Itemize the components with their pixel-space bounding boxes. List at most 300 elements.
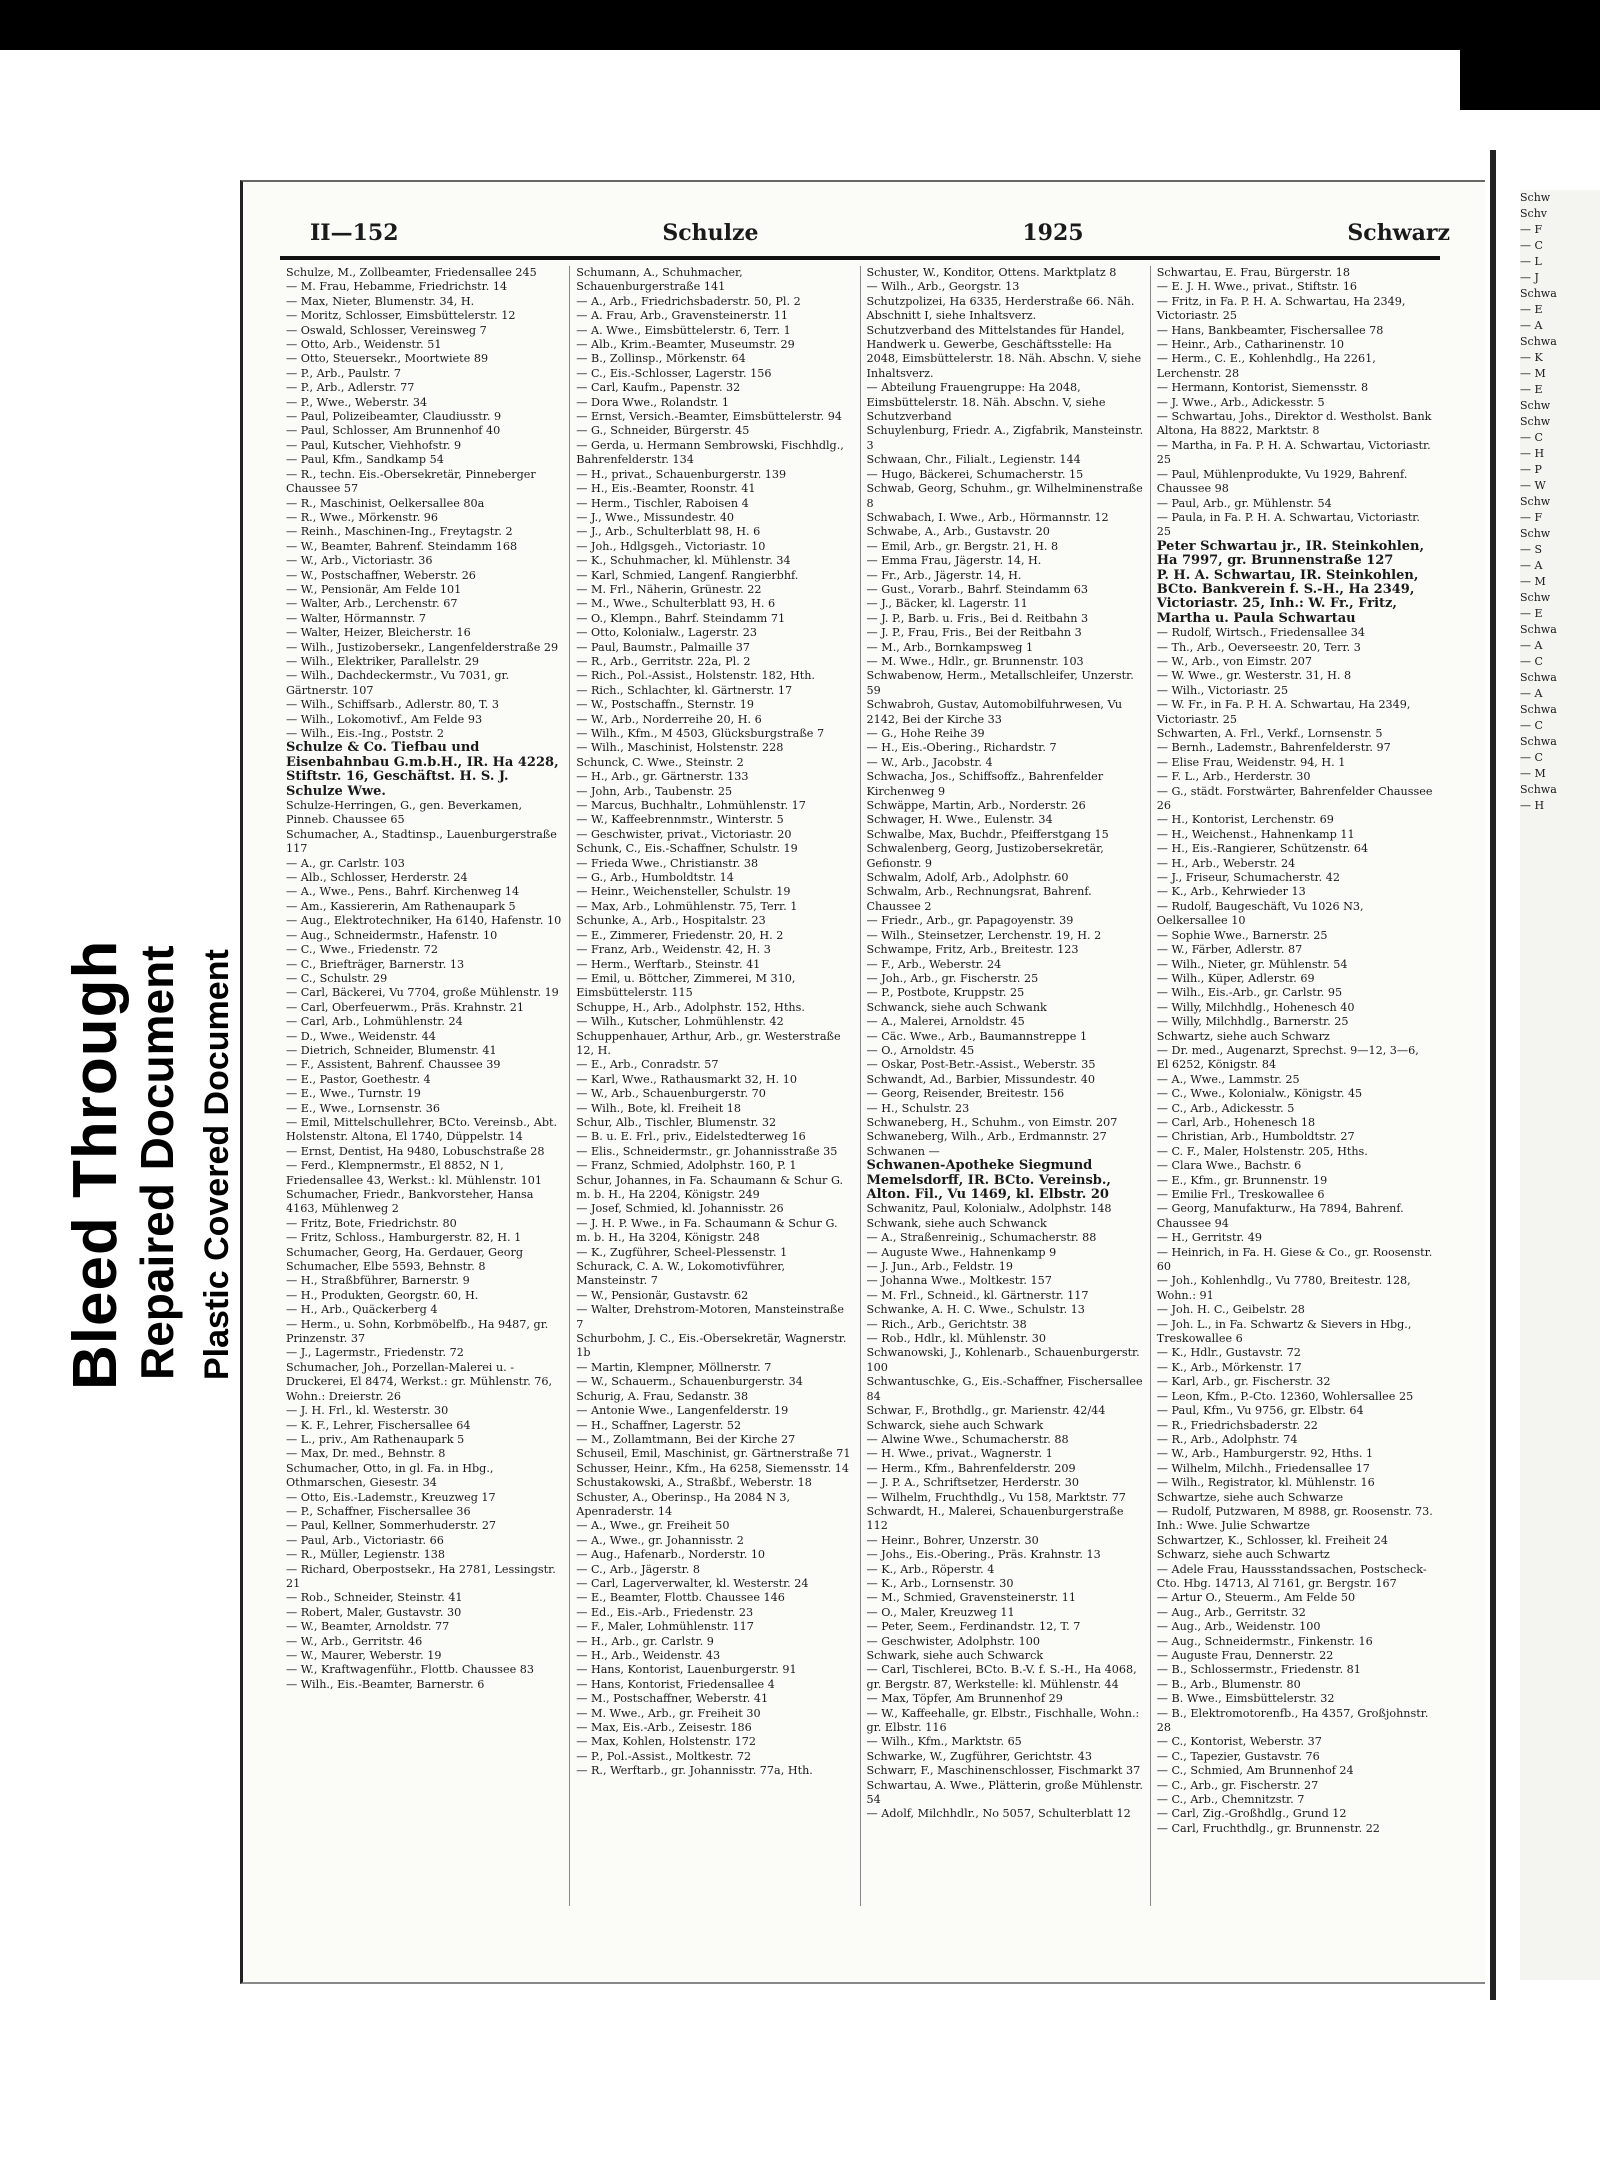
directory-entry: — Wilh., Lokomotivf., Am Felde 93 [286, 712, 483, 726]
directory-entry: — Christian, Arb., Humboldtstr. 27 [1156, 1130, 1355, 1144]
directory-entry: — Carl, Arb., Hohenesch 18 [1156, 1115, 1316, 1129]
directory-entry: — Willy, Milchhdlg., Barnerstr. 25 [1156, 1015, 1349, 1029]
directory-entry: — Wilh., Kfm., Marktstr. 65 [866, 1735, 1022, 1749]
next-page-fragment: Schw [1520, 591, 1551, 604]
directory-entry: Schwalenberg, Georg, Justizobersekretär, Gefionstr. 9 [866, 842, 1104, 870]
next-page-fragment: Schw [1520, 415, 1551, 428]
next-page-fragment: — K [1520, 351, 1543, 364]
directory-entry: — Th., Arb., Oeverseestr. 20, Terr. 3 [1156, 640, 1361, 654]
directory-entry: — Fr., Arb., Jägerstr. 14, H. [866, 568, 1022, 582]
directory-entry: Schuylenburg, Friedr. A., Zigfabrik, Mansteinstr. 3 [866, 424, 1144, 452]
next-page-fragment: Schwa [1520, 735, 1557, 748]
directory-entry: Schuppe, H., Arb., Adolphstr. 152, Hths. [576, 1000, 805, 1014]
directory-entry: Schurbohm, J. C., Eis.-Obersekretär, Wagnerstr. 1b [576, 1332, 847, 1360]
directory-entry: — Auguste Wwe., Hahnenkamp 9 [866, 1245, 1057, 1259]
directory-entry: — W., Postschaffn., Sternstr. 19 [576, 698, 754, 712]
directory-entry: Schuster, A., Oberinsp., Ha 2084 N 3, Apenraderstr. 14 [576, 1490, 791, 1518]
directory-entry: — Rich., Schlachter, kl. Gärtnerstr. 17 [576, 683, 793, 697]
directory-entry: — H., Schaffner, Lagerstr. 52 [576, 1418, 742, 1432]
directory-entry: — J., Arb., Schulterblatt 98, H. 6 [576, 525, 761, 539]
directory-entry: — C., Kontorist, Weberstr. 37 [1156, 1735, 1322, 1749]
directory-entry: — Georg, Reisender, Breitestr. 156 [866, 1087, 1065, 1101]
directory-entry: — Moritz, Schlosser, Eimsbüttelerstr. 12 [286, 309, 516, 323]
directory-entry: — M. Frl., Schneid., kl. Gärtnerstr. 117 [866, 1288, 1089, 1302]
directory-entry: — W., Färber, Adlerstr. 87 [1156, 943, 1303, 957]
next-page-sliver [1520, 190, 1600, 1980]
directory-entry: — M., Wwe., Schulterblatt 93, H. 6 [576, 597, 776, 611]
directory-entry: — Ed., Eis.-Arb., Friedenstr. 23 [576, 1605, 754, 1619]
directory-entry: — K., Arb., Mörkenstr. 17 [1156, 1360, 1302, 1374]
directory-entry: — Oskar, Post-Betr.-Assist., Weberstr. 35 [866, 1058, 1096, 1072]
directory-entry: — B. Wwe., Eimsbüttelerstr. 32 [1156, 1692, 1335, 1706]
directory-entry: — Franz, Schmied, Adolphstr. 160, P. 1 [576, 1159, 797, 1173]
next-page-fragment: — A [1520, 559, 1543, 572]
scan-border-corner [1460, 0, 1600, 110]
directory-entry: — Herm., Tischler, Raboisen 4 [576, 496, 749, 510]
directory-entry: — Max, Töpfer, Am Brunnenhof 29 [866, 1692, 1063, 1706]
next-page-fragment: — P [1520, 463, 1542, 476]
directory-entry: — Wilh., Justizobersekr., Langenfelderstraße 29 [286, 640, 559, 654]
next-page-fragment: — S [1520, 543, 1543, 556]
directory-entry: — M. Frau, Hebamme, Friedrichstr. 14 [286, 280, 508, 294]
directory-entry: — Karl, Schmied, Langenf. Rangierbhf. [576, 568, 799, 582]
column-2 [570, 266, 860, 1906]
directory-entry: Schwarke, W., Zugführer, Gerichtstr. 43 [866, 1749, 1092, 1763]
directory-entry: Schumacher, A., Stadtinsp., Lauenburgerstraße 117 [286, 827, 557, 856]
directory-entry: — Hans, Kontorist, Lauenburgerstr. 91 [576, 1663, 797, 1677]
directory-entry: — Fritz, in Fa. P. H. A. Schwartau, Ha 2349, Victoriastr. 25 [1156, 294, 1406, 323]
directory-entry: Schwalm, Adolf, Arb., Adolphstr. 60 [866, 871, 1069, 885]
directory-entry: Schustakowski, A., Straßbf., Weberstr. 18 [576, 1476, 812, 1490]
directory-entry: — Gust., Vorarb., Bahrf. Steindamm 63 [866, 582, 1088, 596]
next-page-fragment: Schwa [1520, 287, 1557, 300]
directory-entry: — Geschwister, Adolphstr. 100 [866, 1634, 1040, 1648]
directory-entry: — H., Arb., gr. Gärtnerstr. 133 [576, 770, 749, 784]
directory-entry: — Carl, Oberfeuerwm., Präs. Krahnstr. 21 [286, 1000, 524, 1014]
directory-entry: — Richard, Oberpostsekr., Ha 2781, Lessingstr. 21 [286, 1562, 556, 1590]
directory-entry: — J. Wwe., Arb., Adickesstr. 5 [1156, 395, 1325, 409]
directory-entry: — O., Arnoldstr. 45 [866, 1043, 975, 1057]
directory-entry: — Rob., Hdlr., kl. Mühlenstr. 30 [866, 1332, 1046, 1346]
side-labels [40, 440, 260, 1400]
directory-entry: — Emil, u. Böttcher, Zimmerei, M 310, Eimsbüttelerstr. 115 [576, 971, 796, 1000]
directory-entry: — W., Kaffeebrennmstr., Winterstr. 5 [576, 813, 784, 827]
directory-entry: Schur, Johannes, in Fa. Schaumann & Schur G. m. b. H., Ha 2204, Königstr. 249 [576, 1173, 844, 1201]
directory-entry: — R., techn. Eis.-Obersekretär, Pinneberger Chaussee 57 [286, 467, 536, 496]
directory-entry: — Otto, Steuersekr., Moortwiete 89 [286, 352, 489, 366]
page-number: II—152 [310, 220, 399, 246]
directory-entry: — Abteilung Frauengruppe: Ha 2048, Eimsbüttelerstr. 18. Näh. Abschn. V, siehe Schutzverband [866, 381, 1106, 424]
next-page-fragment: — H [1520, 799, 1545, 812]
directory-entry: Schuster, W., Konditor, Ottens. Marktplatz 8 [866, 266, 1117, 279]
directory-entry: Schulze, M., Zollbeamter, Friedensallee 245 [286, 266, 537, 279]
directory-entry: — E., Kfm., gr. Brunnenstr. 19 [1156, 1173, 1328, 1187]
directory-entry: — Max, Kohlen, Holstenstr. 172 [576, 1735, 757, 1749]
column-1 [280, 266, 570, 1906]
directory-entry: — Paul, Arb., Victoriastr. 66 [286, 1533, 444, 1547]
directory-entry: — A. Frau, Arb., Gravensteinerstr. 11 [576, 309, 788, 323]
directory-entry: — Rob., Schneider, Steinstr. 41 [286, 1591, 463, 1605]
directory-entry: — Rich., Arb., Gerichtstr. 38 [866, 1317, 1027, 1331]
directory-entry: P. H. A. Schwartau, IR. Steinkohlen, BCto. Bankverein f. S.-H., Ha 2349, Victoriastr. 25, Inh.: W. Fr., Fritz, Martha u. Paula Schwartau [1156, 567, 1419, 626]
directory-entry: — H., Arb., Quäckerberg 4 [286, 1303, 438, 1317]
directory-entry: — Wilh., Bote, kl. Freiheit 18 [576, 1101, 741, 1115]
directory-entry: — W., Arb., von Eimstr. 207 [1156, 654, 1312, 668]
directory-entry: — Auguste Frau, Dennerstr. 22 [1156, 1649, 1334, 1662]
directory-entry: Schunke, A., Arb., Hospitalstr. 23 [576, 914, 766, 928]
directory-entry: — Aug., Schneidermstr., Finkenstr. 16 [1156, 1634, 1373, 1648]
next-page-fragment: — L [1520, 255, 1542, 268]
next-page-fragment: — J [1520, 271, 1539, 284]
directory-entry: — Max, Nieter, Blumenstr. 34, H. [286, 294, 475, 308]
directory-entry: — M. Frl., Näherin, Grünestr. 22 [576, 582, 762, 596]
directory-entry: — Emil, Arb., gr. Bergstr. 21, H. 8 [866, 539, 1059, 553]
directory-entry: — Wilh., Eis.-Ing., Poststr. 2 [286, 727, 444, 740]
next-page-fragment: — A [1520, 639, 1543, 652]
directory-entry: — Hugo, Bäckerei, Schumacherstr. 15 [866, 467, 1084, 481]
directory-entry: — Willy, Milchhdlg., Hohenesch 40 [1156, 1000, 1355, 1014]
directory-entry: — K., Arb., Lornsenstr. 30 [866, 1576, 1014, 1590]
directory-entry: — Rudolf, Wirtsch., Friedensallee 34 [1156, 626, 1365, 640]
directory-entry: — Josef, Schmied, kl. Johannisstr. 26 [576, 1202, 784, 1216]
directory-entry: — J., Lagermstr., Friedenstr. 72 [286, 1346, 464, 1360]
directory-entry: — P., Wwe., Weberstr. 34 [286, 395, 428, 409]
directory-entry: — A., Malerei, Arnoldstr. 45 [866, 1015, 1025, 1029]
next-page-fragment: Schw [1520, 495, 1551, 508]
directory-entry: — H., Kontorist, Lerchenstr. 69 [1156, 813, 1334, 827]
directory-entry: — Paul, Kellner, Sommerhuderstr. 27 [286, 1519, 497, 1533]
directory-entry: — G., Arb., Humboldtstr. 14 [576, 871, 734, 885]
directory-entry: Schuseil, Emil, Maschinist, gr. Gärtnerstraße 71 [576, 1447, 851, 1461]
directory-entry: — K., Zugführer, Scheel-Plessenstr. 1 [576, 1245, 788, 1259]
directory-entry: — Karl, Arb., gr. Fischerstr. 32 [1156, 1375, 1331, 1389]
directory-entry: — Wilh., Nieter, gr. Mühlenstr. 54 [1156, 957, 1348, 971]
directory-entry: — F., Assistent, Bahrenf. Chaussee 39 [286, 1058, 501, 1072]
directory-entry: Schwampe, Fritz, Arb., Breitestr. 123 [866, 943, 1079, 957]
directory-entry: Schwank, siehe auch Schwanck [866, 1216, 1047, 1230]
directory-entry: — Carl, Zig.-Großhdlg., Grund 12 [1156, 1807, 1347, 1821]
directory-entry: — Adele Frau, Haussstandssachen, Postscheck-Cto. Hbg. 14713, Al 7161, gr. Bergstr. 167 [1156, 1562, 1427, 1590]
directory-columns [280, 266, 1440, 1906]
directory-entry: Schurig, A. Frau, Sedanstr. 38 [576, 1389, 749, 1403]
directory-entry: — Wilh., Eis.-Arb., gr. Carlstr. 95 [1156, 986, 1343, 1000]
directory-entry: — C., Schulstr. 29 [286, 971, 388, 985]
directory-entry: — E., Arb., Conradstr. 57 [576, 1058, 719, 1072]
directory-entry: — Walter, Arb., Lerchenstr. 67 [286, 597, 458, 611]
directory-entry: — Wilh., Arb., Georgstr. 13 [866, 280, 1020, 294]
directory-entry: — W., Kraftwagenführ., Flottb. Chaussee 83 [286, 1663, 535, 1677]
directory-entry: — W., Pensionär, Gustavstr. 62 [576, 1288, 749, 1302]
directory-entry: — Marcus, Buchhaltr., Lohmühlenstr. 17 [576, 799, 806, 813]
directory-entry: Schwabe, A., Arb., Gustavstr. 20 [866, 525, 1050, 539]
directory-entry: Schunk, C., Eis.-Schaffner, Schulstr. 19 [576, 842, 798, 856]
directory-entry: — Wilh., Kutscher, Lohmühlenstr. 42 [576, 1015, 784, 1029]
directory-entry: — Antonie Wwe., Langenfelderstr. 19 [576, 1404, 789, 1418]
next-page-fragment: Schwa [1520, 335, 1557, 348]
label-bleed-through: Bleed Through [61, 939, 130, 1390]
directory-entry: — Rudolf, Baugeschäft, Vu 1026 N3, Oelkersallee 10 [1156, 899, 1364, 928]
directory-entry: — Johs., Eis.-Obering., Präs. Krahnstr. 13 [866, 1548, 1101, 1562]
directory-entry: — J., Wwe., Missundestr. 40 [576, 510, 735, 524]
directory-entry: — Walter, Heizer, Bleicherstr. 16 [286, 626, 471, 640]
directory-entry: — K. F., Lehrer, Fischersallee 64 [286, 1418, 471, 1432]
directory-entry: — Otto, Eis.-Lademstr., Kreuzweg 17 [286, 1490, 496, 1504]
directory-entry: — Walter, Hörmannstr. 7 [286, 611, 426, 625]
directory-entry: Schunck, C. Wwe., Steinstr. 2 [576, 755, 744, 769]
directory-entry: — Ferd., Klempnermstr., El 8852, N 1, Friedensallee 43, Werkst.: kl. Mühlenstr. 101 [286, 1159, 543, 1187]
directory-entry: — Bernh., Lademstr., Bahrenfelderstr. 97 [1156, 741, 1391, 755]
directory-entry: — Wilh., Dachdeckermstr., Vu 7031, gr. Gärtnerstr. 107 [286, 669, 510, 697]
label-repaired-document: Repaired Document [131, 945, 183, 1380]
directory-entry: — Clara Wwe., Bachstr. 6 [1156, 1159, 1302, 1173]
directory-entry: — Alb., Schlosser, Herderstr. 24 [286, 871, 468, 885]
directory-entry: — C., Tapezier, Gustavstr. 76 [1156, 1749, 1320, 1763]
directory-entry: — A. Wwe., Eimsbüttelerstr. 6, Terr. 1 [576, 323, 791, 337]
page-binding-edge [1490, 150, 1496, 2000]
directory-entry: — Frieda Wwe., Christianstr. 38 [576, 856, 759, 870]
directory-entry: — W., Arb., Jacobstr. 4 [866, 755, 993, 769]
directory-entry: Schwar, F., Brothdlg., gr. Marienstr. 42/44 [866, 1404, 1106, 1418]
directory-entry: — C., Schmied, Am Brunnenhof 24 [1156, 1764, 1354, 1778]
directory-entry: Schwager, H. Wwe., Eulenstr. 34 [866, 813, 1053, 827]
directory-entry: — B., Zollinsp., Mörkenstr. 64 [576, 352, 746, 366]
directory-entry: Schwanitz, Paul, Kolonialw., Adolphstr. 148 [866, 1202, 1112, 1216]
directory-entry: — Herm., Werftarb., Steinstr. 41 [576, 957, 761, 971]
directory-entry: — Paul, Kfm., Vu 9756, gr. Elbstr. 64 [1156, 1404, 1364, 1418]
directory-entry: — Max, Arb., Lohmühlenstr. 75, Terr. 1 [576, 899, 798, 913]
directory-entry: — Paul, Schlosser, Am Brunnenhof 40 [286, 424, 501, 438]
directory-entry: — Schwartau, Johs., Direktor d. Westholst. Bank Altona, Ha 8822, Marktstr. 8 [1156, 410, 1432, 438]
directory-entry: Schwanck, siehe auch Schwank [866, 1000, 1047, 1014]
directory-entry: — A., Arb., Friedrichsbaderstr. 50, Pl. 2 [576, 294, 801, 308]
directory-entry: — Carl, Fruchthdlg., gr. Brunnenstr. 22 [1156, 1821, 1380, 1835]
directory-entry: — Aug., Schneidermstr., Hafenstr. 10 [286, 928, 498, 942]
directory-entry: — Dr. med., Augenarzt, Sprechst. 9—12, 3—6, El 6252, Königstr. 84 [1156, 1043, 1419, 1072]
scan-border-top [0, 0, 1600, 50]
directory-entry: — C., Arb., Adickesstr. 5 [1156, 1101, 1295, 1115]
directory-entry: — J., Bäcker, kl. Lagerstr. 11 [866, 597, 1028, 611]
directory-entry: — Ernst, Dentist, Ha 9480, Lobuschstraße 28 [286, 1144, 545, 1158]
column-4 [1151, 266, 1440, 1906]
directory-entry: Schutzpolizei, Ha 6335, Herderstraße 66. Näh. Abschnitt I, siehe Inhaltsverz. [866, 294, 1135, 323]
next-page-fragment: Schwa [1520, 623, 1557, 636]
directory-entry: — Max, Dr. med., Behnstr. 8 [286, 1447, 446, 1461]
directory-entry: — G., Schneider, Bürgerstr. 45 [576, 424, 750, 438]
directory-entry: — C., Wwe., Kolonialw., Königstr. 45 [1156, 1087, 1363, 1101]
directory-entry: — R., Werftarb., gr. Johannisstr. 77a, Hth. [576, 1764, 813, 1778]
directory-entry: — K., Schuhmacher, kl. Mühlenstr. 34 [576, 554, 791, 568]
directory-entry: — J. H. Frl., kl. Westerstr. 30 [286, 1404, 449, 1418]
next-page-fragment: Schwa [1520, 671, 1557, 684]
header-year: 1925 [1022, 220, 1084, 246]
directory-entry: Schwäppe, Martin, Arb., Norderstr. 26 [866, 799, 1086, 813]
directory-entry: — R., Maschinist, Oelkersallee 80a [286, 496, 485, 510]
directory-entry: — P., Schaffner, Fischersallee 36 [286, 1504, 471, 1518]
directory-entry: Schwaneberg, H., Schuhm., von Eimstr. 207 [866, 1115, 1118, 1129]
directory-entry: — M., Zollamtmann, Bei der Kirche 27 [576, 1432, 796, 1446]
directory-entry: — D., Wwe., Weidenstr. 44 [286, 1029, 436, 1043]
directory-entry: — W., Kaffeehalle, gr. Elbstr., Fischhalle, Wohn.: gr. Elbstr. 116 [866, 1706, 1140, 1735]
directory-entry: Schulze & Co. Tiefbau und Eisenbahnbau G.m.b.H., IR. Ha 4228, Stiftstr. 16, Geschäftst. H. S. J. Schulze Wwe. [286, 740, 559, 799]
directory-entry: Schwartze, siehe auch Schwarze [1156, 1490, 1344, 1504]
directory-entry: Schurack, C. A. W., Lokomotivführer, Mansteinstr. 7 [576, 1260, 786, 1288]
header-right-word: Schwarz [1347, 220, 1450, 246]
directory-entry: — Heinrich, in Fa. H. Giese & Co., gr. Roosenstr. 60 [1156, 1245, 1433, 1274]
directory-entry: — Rich., Pol.-Assist., Holstenstr. 182, Hth. [576, 669, 815, 683]
next-page-fragment: Schw [1520, 527, 1551, 540]
directory-entry: — Paul, Polizeibeamter, Claudiusstr. 9 [286, 410, 502, 424]
next-page-fragment: Schwa [1520, 783, 1557, 796]
directory-entry: — Walter, Drehstrom-Motoren, Mansteinstraße 7 [576, 1303, 844, 1331]
directory-entry: — Elis., Schneidermstr., gr. Johannisstraße 35 [576, 1144, 838, 1158]
directory-entry: — Martin, Klempner, Möllnerstr. 7 [576, 1360, 772, 1374]
directory-entry: Schwacha, Jos., Schiffsoffz., Bahrenfelder Kirchenweg 9 [866, 770, 1104, 798]
directory-entry: — Aug., Arb., Weidenstr. 100 [1156, 1620, 1321, 1634]
directory-entry: — M., Schmied, Gravensteinerstr. 11 [866, 1591, 1076, 1605]
directory-entry: — B., Arb., Blumenstr. 80 [1156, 1677, 1301, 1691]
directory-entry: — M. Wwe., Hdlr., gr. Brunnenstr. 103 [866, 654, 1084, 668]
directory-entry: — Reinh., Maschinen-Ing., Freytagstr. 2 [286, 525, 513, 539]
directory-entry: Schwark, siehe auch Schwarck [866, 1649, 1044, 1662]
directory-entry: — Wilh., Steinsetzer, Lerchenstr. 19, H. 2 [866, 928, 1102, 942]
directory-entry: Schwardt, H., Malerei, Schauenburgerstraße 112 [866, 1504, 1124, 1533]
directory-entry: — Carl, Bäckerei, Vu 7704, große Mühlenstr. 19 [286, 986, 559, 1000]
directory-entry: — H., Weichenst., Hahnenkamp 11 [1156, 827, 1355, 841]
directory-entry: — Carl, Kaufm., Papenstr. 32 [576, 381, 741, 395]
directory-entry: — Emma Frau, Jägerstr. 14, H. [866, 554, 1042, 568]
directory-entry: — J. Jun., Arb., Feldstr. 19 [866, 1260, 1014, 1274]
column-3 [861, 266, 1151, 1906]
directory-entry: Schwanen-Apotheke Siegmund Memelsdorff, IR. BCto. Vereinsb., Alton. Fil., Vu 1469, kl. Elbstr. 20 [866, 1158, 1111, 1202]
directory-entry: — Wilh., Eis.-Beamter, Barnerstr. 6 [286, 1677, 485, 1691]
next-page-fragment: Schwa [1520, 703, 1557, 716]
next-page-fragment: — M [1520, 767, 1546, 780]
directory-entry: Schwanowski, J., Kohlenarb., Schauenburgerstr. 100 [866, 1346, 1140, 1374]
directory-entry: — Paula, in Fa. P. H. A. Schwartau, Victoriastr. 25 [1156, 510, 1420, 539]
directory-entry: — Ernst, Versich.-Beamter, Eimsbüttelerstr. 94 [576, 410, 842, 424]
directory-entry: — A., Straßenreinig., Schumacherstr. 88 [866, 1231, 1097, 1245]
directory-entry: Schulze-Herringen, G., gen. Beverkamen, Pinneb. Chaussee 65 [286, 799, 523, 827]
directory-entry: — R., Arb., Gerritstr. 22a, Pl. 2 [576, 654, 751, 668]
directory-entry: — A., gr. Carlstr. 103 [286, 856, 405, 870]
directory-entry: — Franz, Arb., Weidenstr. 42, H. 3 [576, 943, 771, 957]
directory-entry: — Otto, Arb., Weidenstr. 51 [286, 338, 442, 352]
directory-entry: — Paul, Arb., gr. Mühlenstr. 54 [1156, 496, 1332, 510]
directory-entry: — A., Wwe., gr. Freiheit 50 [576, 1519, 730, 1533]
directory-entry: — Joh. H. C., Geibelstr. 28 [1156, 1303, 1305, 1317]
directory-entry: — Friedr., Arb., gr. Papagoyenstr. 39 [866, 914, 1074, 928]
directory-entry: — M. Wwe., Arb., gr. Freiheit 30 [576, 1706, 761, 1720]
directory-entry: — C., Wwe., Friedenstr. 72 [286, 943, 438, 957]
next-page-fragment: — A [1520, 319, 1543, 332]
directory-entry: — Dietrich, Schneider, Blumenstr. 41 [286, 1043, 497, 1057]
directory-entry: — Leon, Kfm., P.-Cto. 12360, Wohlersallee 25 [1156, 1389, 1414, 1403]
next-page-fragment: — C [1520, 719, 1543, 732]
directory-entry: — H., Eis.-Beamter, Roonstr. 41 [576, 482, 756, 496]
directory-entry: — A., Wwe., Pens., Bahrf. Kirchenweg 14 [286, 885, 520, 899]
page-header [310, 216, 1450, 250]
directory-entry: — Robert, Maler, Gustavstr. 30 [286, 1605, 462, 1619]
directory-entry: Schwabach, I. Wwe., Arb., Hörmannstr. 12 [866, 510, 1109, 524]
directory-entry: — Alb., Krim.-Beamter, Museumstr. 29 [576, 338, 795, 352]
directory-entry: Schwantuschke, G., Eis.-Schaffner, Fischersallee 84 [866, 1375, 1143, 1403]
directory-entry: — Wilh., Kfm., M 4503, Glücksburgstraße 7 [576, 727, 825, 740]
directory-entry: Schumacher, Joh., Porzellan-Malerei u. -Druckerei, El 8474, Werkst.: gr. Mühlenstr. 76, Wohn.: Dreierstr. 26 [286, 1360, 553, 1403]
directory-entry: — Heinr., Bohrer, Unzerstr. 30 [866, 1533, 1039, 1547]
directory-entry: — C. F., Maler, Holstenstr. 205, Hths. [1156, 1144, 1368, 1158]
directory-entry: — P., Postbote, Kruppstr. 25 [866, 986, 1025, 1000]
directory-entry: Schwabroh, Gustav, Automobilfuhrwesen, Vu 2142, Bei der Kirche 33 [866, 698, 1123, 726]
next-page-fragment: — E [1520, 303, 1543, 316]
directory-entry: — Aug., Arb., Gerritstr. 32 [1156, 1605, 1306, 1619]
directory-entry: — Joh. L., in Fa. Schwartz & Sievers in Hbg., Treskowallee 6 [1156, 1317, 1412, 1346]
directory-entry: — E., Wwe., Lornsenstr. 36 [286, 1101, 440, 1115]
directory-entry: — P., Pol.-Assist., Moltkestr. 72 [576, 1749, 752, 1763]
directory-entry: — Cäc. Wwe., Arb., Baumannstreppe 1 [866, 1029, 1088, 1043]
directory-entry: — H., Straßbführer, Barnerstr. 9 [286, 1274, 470, 1288]
directory-entry: — W., Postschaffner, Weberstr. 26 [286, 568, 476, 582]
directory-entry: — E., Beamter, Flottb. Chaussee 146 [576, 1591, 785, 1605]
directory-entry: — Emil, Mittelschullehrer, BCto. Vereinsb., Abt. Holstenstr. Altona, El 1740, Düppelstr. 14 [286, 1115, 558, 1144]
directory-entry: — K., Arb., Röperstr. 4 [866, 1562, 995, 1576]
directory-entry: — Carl, Lagerverwalter, kl. Westerstr. 24 [576, 1576, 809, 1590]
directory-entry: — Aug., Elektrotechniker, Ha 6140, Hafenstr. 10 [286, 914, 562, 928]
directory-entry: — F. L., Arb., Herderstr. 30 [1156, 770, 1311, 784]
directory-entry: — B., Elektromotorenfb., Ha 4357, Großjohnstr. 28 [1156, 1706, 1429, 1735]
directory-entry: Schumacher, Otto, in gl. Fa. in Hbg., Othmarschen, Giesestr. 34 [286, 1461, 494, 1490]
directory-entry: — H., Arb., Weberstr. 24 [1156, 856, 1296, 870]
directory-entry: — P., Arb., Adlerstr. 77 [286, 381, 415, 395]
directory-entry: — Karl, Wwe., Rathausmarkt 32, H. 10 [576, 1072, 798, 1086]
directory-entry: — Joh., Kohlenhdlg., Vu 7780, Breitestr. 128, Wohn.: 91 [1156, 1274, 1411, 1302]
directory-entry: Schwabenow, Herm., Metallschleifer, Unzerstr. 59 [866, 669, 1134, 697]
next-page-fragment: — E [1520, 383, 1543, 396]
directory-entry: — P., Arb., Paulstr. 7 [286, 366, 401, 380]
directory-entry: — W., Arb., Hamburgerstr. 92, Hths. 1 [1156, 1447, 1374, 1461]
directory-entry: — W., Schauerm., Schauenburgerstr. 34 [576, 1375, 803, 1389]
directory-entry: — E., Wwe., Turnstr. 19 [286, 1087, 421, 1101]
directory-entry: — G., städt. Forstwärter, Bahrenfelder Chaussee 26 [1156, 784, 1433, 813]
directory-entry: — Paul, Baumstr., Palmaille 37 [576, 640, 751, 654]
directory-entry: — Elise Frau, Weidenstr. 94, H. 1 [1156, 755, 1346, 769]
directory-entry: — Wilh., Registrator, kl. Mühlenstr. 16 [1156, 1476, 1375, 1490]
directory-entry: Schwartau, E. Frau, Bürgerstr. 18 [1156, 266, 1350, 279]
directory-entry: Schutzverband des Mittelstandes für Handel, Handwerk u. Gewerbe, Geschäftsstelle: Ha 2048, Eimsbüttelerstr. 18. Näh. Abschn. V, siehe Inhaltsverz. [866, 323, 1142, 380]
directory-entry: — John, Arb., Taubenstr. 25 [576, 784, 733, 798]
directory-entry: — Wilh., Schiffsarb., Adlerstr. 80, T. 3 [286, 698, 499, 712]
directory-entry: — Adolf, Milchhdlr., No 5057, Schulterblatt 12 [866, 1807, 1131, 1821]
directory-entry: — F., Arb., Weberstr. 24 [866, 957, 1002, 971]
directory-entry: — Rudolf, Putzwaren, M 8988, gr. Roosenstr. 73. Inh.: Wwe. Julie Schwartze [1156, 1504, 1433, 1533]
directory-entry: — O., Maler, Kreuzweg 11 [866, 1605, 1015, 1619]
directory-entry: — Fritz, Schloss., Hamburgerstr. 82, H. 1 [286, 1231, 522, 1245]
directory-entry: — C., Arb., Chemnitzstr. 7 [1156, 1793, 1305, 1807]
directory-entry: — Heinr., Weichensteller, Schulstr. 19 [576, 885, 791, 899]
directory-entry: Schumacher, Friedr., Bankvorsteher, Hansa 4163, Mühlenweg 2 [286, 1188, 534, 1216]
directory-entry: — Paul, Mühlenprodukte, Vu 1929, Bahrenf. Chaussee 98 [1156, 467, 1408, 496]
directory-entry: — W. Fr., in Fa. P. H. A. Schwartau, Ha 2349, Victoriastr. 25 [1156, 698, 1411, 726]
directory-entry: — E., Pastor, Goethestr. 4 [286, 1072, 431, 1086]
next-page-fragment: — C [1520, 239, 1543, 252]
directory-entry: Schwandt, Ad., Barbier, Missundestr. 40 [866, 1072, 1096, 1086]
directory-entry: — Herm., Kfm., Bahrenfelderstr. 209 [866, 1461, 1076, 1475]
directory-entry: — Herm., u. Sohn, Korbmöbelfb., Ha 9487, gr. Prinzenstr. 37 [286, 1317, 549, 1346]
directory-entry: — F., Maler, Lohmühlenstr. 117 [576, 1620, 754, 1634]
directory-entry: — Wilhelm, Fruchthdlg., Vu 158, Marktstr. 77 [866, 1490, 1126, 1504]
directory-entry: — H., Gerritstr. 49 [1156, 1231, 1262, 1245]
next-page-fragment: — C [1520, 431, 1543, 444]
directory-entry: Schur, Alb., Tischler, Blumenstr. 32 [576, 1115, 777, 1129]
